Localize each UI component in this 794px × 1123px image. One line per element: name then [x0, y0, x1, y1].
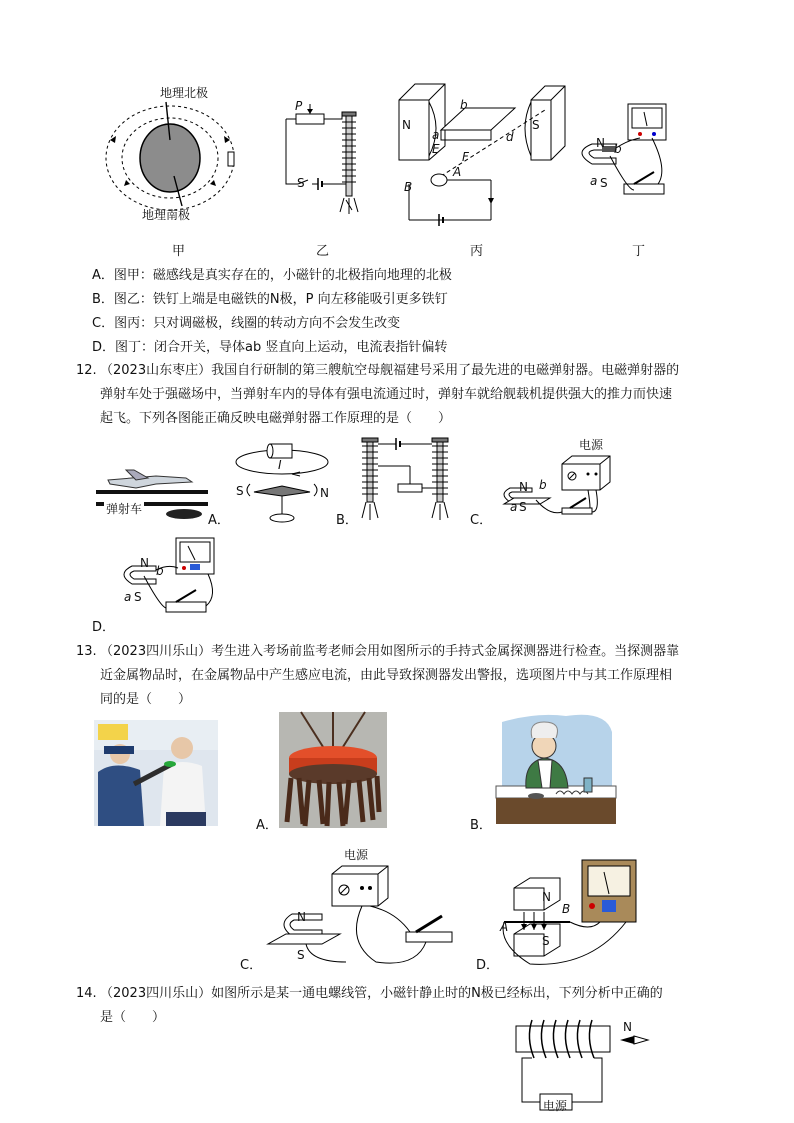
q12-option-b-label: B．	[336, 513, 358, 528]
q12-number: 12.	[76, 363, 97, 378]
label-b: b	[460, 98, 468, 112]
q11-option-a: A．图甲：磁感线是真实存在的，小磁针的北极指向地理的北极	[92, 268, 452, 283]
label-n: N	[297, 910, 306, 924]
label-n: N	[596, 136, 605, 150]
power-supply-label: 电源	[344, 848, 369, 862]
label-s: S	[236, 484, 244, 498]
q12-stem-line-3: 起飞。下列各图能正确反映电磁弹射器工作原理的是（ ）	[100, 411, 452, 426]
label-s: S	[134, 590, 142, 604]
q11-option-c: C．图丙：只对调磁极，线圈的转动方向不会发生改变	[92, 316, 401, 331]
geographic-south-label: 地理南极	[142, 208, 191, 222]
caption-bing: 丙	[470, 244, 484, 259]
power-supply-label: 电源	[543, 1099, 568, 1113]
q14-stem-line-1: （2023四川乐山）如图所示是某一通电螺线管，小磁针静止时的N极已经标出，下列分析中正确的	[100, 986, 663, 1001]
q13-stem-line-2: 近金属物品时，在金属物品中产生感应电流，由此导致探测器发出警报，选项图片中与其工作原理相	[100, 668, 673, 683]
label-n: N	[542, 890, 551, 904]
figure-two-electromagnets	[352, 436, 464, 526]
q14-stem-line-2: 是（ ）	[100, 1010, 166, 1025]
figure-energized-solenoid	[512, 1016, 662, 1116]
q12-option-c-label: C．	[470, 513, 493, 528]
label-s: S	[532, 118, 540, 132]
label-a: a	[590, 174, 598, 188]
q13-number: 13.	[76, 644, 97, 659]
label-e: E	[432, 142, 440, 156]
caption-yi: 乙	[316, 244, 330, 259]
q13-stem-line-3: 同的是（ ）	[100, 692, 192, 707]
label-p: P	[295, 99, 303, 113]
figure-motor-principle-c	[266, 862, 460, 968]
q14-number: 14.	[76, 986, 97, 1001]
q12-stem-line-2: 弹射车处于强磁场中，当弹射车内的导体有强电流通过时，弹射车就给舰载机提供强大的推力而快速	[100, 387, 673, 402]
figure-motor-principle-c	[496, 452, 616, 526]
catapult-label: 弹射车	[106, 502, 143, 516]
label-n: N	[320, 486, 329, 500]
label-d: d	[506, 130, 514, 144]
q13-stem-line-1: （2023四川乐山）考生进入考场前监考老师会用如图所示的手持式金属探测器进行检查。当探测器靠	[100, 644, 680, 659]
label-a: a	[432, 128, 440, 142]
label-a: a	[124, 590, 132, 604]
label-b: b	[614, 142, 622, 156]
label-s: S	[297, 948, 305, 962]
label-b: b	[539, 478, 547, 492]
q13-option-a-label: A．	[256, 818, 278, 833]
label-f: F	[462, 150, 469, 164]
label-a: a	[510, 500, 518, 514]
label-b-upper: B	[404, 180, 413, 194]
label-b: b	[156, 564, 164, 578]
current-label: I	[278, 458, 282, 472]
caption-jia: 甲	[172, 244, 186, 259]
photo-metal-detector-check	[94, 720, 218, 826]
q11-option-b: B．图乙：铁钉上端是电磁铁的N极，P 向左移能吸引更多铁钉	[92, 292, 448, 307]
label-s: S	[519, 500, 527, 514]
q13-option-b-label: B．	[470, 818, 492, 833]
geographic-north-label: 地理北极	[160, 86, 209, 100]
label-s: S	[297, 176, 305, 190]
label-n: N	[402, 118, 411, 132]
q13-option-c-label: C．	[240, 958, 263, 973]
photo-electromagnet-crane	[279, 712, 387, 828]
figure-generator-d	[500, 860, 642, 968]
label-s: S	[542, 934, 550, 948]
label-n: N	[140, 556, 149, 570]
label-s: S	[600, 176, 608, 190]
figure-induction-galvanometer	[568, 100, 678, 210]
figure-generator-d	[116, 536, 226, 620]
figure-motor	[395, 80, 570, 230]
power-supply-label: 电源	[579, 438, 604, 452]
figure-oersted-experiment	[230, 440, 340, 526]
q11-option-d: D．图丁：闭合开关，导体ab 竖直向上运动，电流表指针偏转	[92, 340, 448, 355]
label-n: N	[519, 480, 528, 494]
label-a-upper: A	[500, 920, 509, 934]
caption-ding: 丁	[632, 244, 646, 259]
illustration-scientist-experiment	[496, 712, 616, 824]
needle-n-label: N	[623, 1020, 632, 1034]
q13-option-d-label: D．	[476, 958, 500, 973]
q12-stem-line-1: （2023山东枣庄）我国自行研制的第三艘航空母舰福建号采用了最先进的电磁弹射器。电磁弹射器的	[100, 363, 680, 378]
q12-option-a-label: A．	[208, 513, 230, 528]
figure-electromagnet-circuit	[280, 100, 380, 220]
label-b-upper: B	[562, 902, 571, 916]
q12-option-d-label: D．	[92, 620, 116, 635]
label-a-upper: A	[453, 165, 462, 179]
